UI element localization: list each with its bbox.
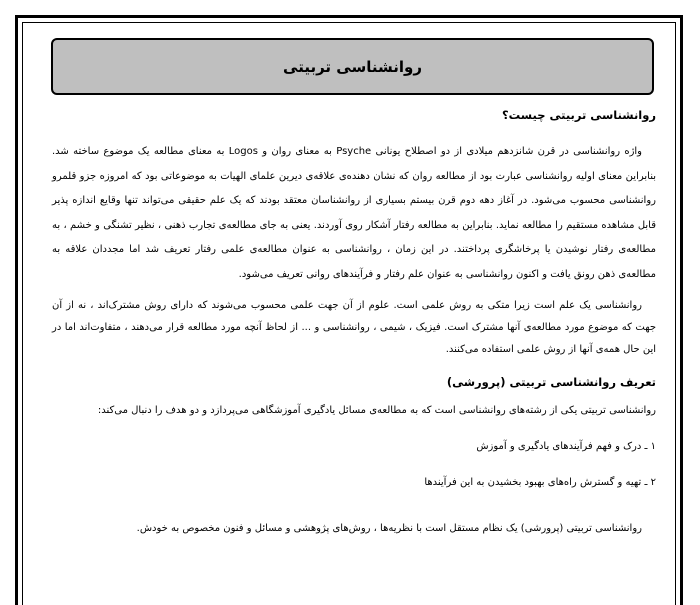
paragraph-science: روانشناسی یک علم است زیرا متکی به روش علمی است. علوم از آن جهت علمی محسوب می‌شوند که دارای روش مشترک‌اند ، نه از آن جهت که موضوع مورد مطالعه‌ی آنها مشترک است. فیزیک ، شیمی ، روانشناسی و ... از لحاظ آنچه مورد مطالعه قرار می‌دهند ، متفاوت‌اند اما در این حال همه‌ی آنها از روش علمی استفاده می‌کنند. [52, 300, 656, 355]
section-heading-definition: تعریف روانشناسی تربیتی (پرورشی) [446, 375, 656, 389]
paragraph-closing: روانشناسی تربیتی (پرورشی) یک نظام مستقل است با نظریه‌ها ، روش‌های پژوهشی و مسائل و فنون مخصوص به خودش. [136, 523, 642, 534]
goal-item-1: ۱ ـ درک و فهم فرآیندهای یادگیری و آموزش [476, 441, 656, 452]
document-body [52, 104, 656, 539]
title-box [51, 38, 654, 95]
paragraph-intro: روانشناسی تربیتی یکی از رشته‌های روانشناسی است که به مطالعه‌ی مسائل یادگیری آموزشگاهی می‌پردازد و دو هدف را دنبال می‌کند: [97, 405, 656, 416]
section-heading-what-is: روانشناسی تربیتی چیست؟ [501, 108, 656, 122]
page-title: روانشناسی تربیتی [283, 57, 422, 76]
goal-item-2: ۲ ـ تهیه و گسترش راه‌های بهبود بخشیدن به این فرآیندها [424, 477, 656, 488]
paragraph-definition: واژه روانشناسی در قرن شانزدهم میلادی از دو اصطلاح یونانی Psyche به معنای روان و Logos به معنای مطالعه یک موضوع ساخته شد. بنابراین معنای اولیه روانشناسی عبارت بود از مطالعه روان که نشان دهنده‌ی علاقه‌ی دیرین علمای الهیات به موضوعاتی بود که امروزه جزو قلمرو روانشناسی محسوب می‌شود. در آغاز دهه دوم قرن بیستم بسیاری از روانشناسان معتقد بودند که یک علم حقیقی می‌تواند تنها وقایع اندازه پذیر قابل مشاهده مستقیم را مطالعه نماید. بنابراین به مطالعه رفتار آشکار روی آوردند. یعنی به جای مطالعه‌ی تجارب ذهنی ، نظیر تشنگی و خشم ، به مطالعه‌ی رفتار نوشیدن یا پرخاشگری پرداختند. در این زمان ، روانشناسی به عنوان مطالعه‌ی علمی رفتار تعریف شد اما مجددان علاقه به مطالعه‌ی ذهن رونق یافت و اکنون روانشناسی به عنوان علم رفتار و فرآیندهای روانی تعریف می‌شود. [52, 146, 656, 280]
